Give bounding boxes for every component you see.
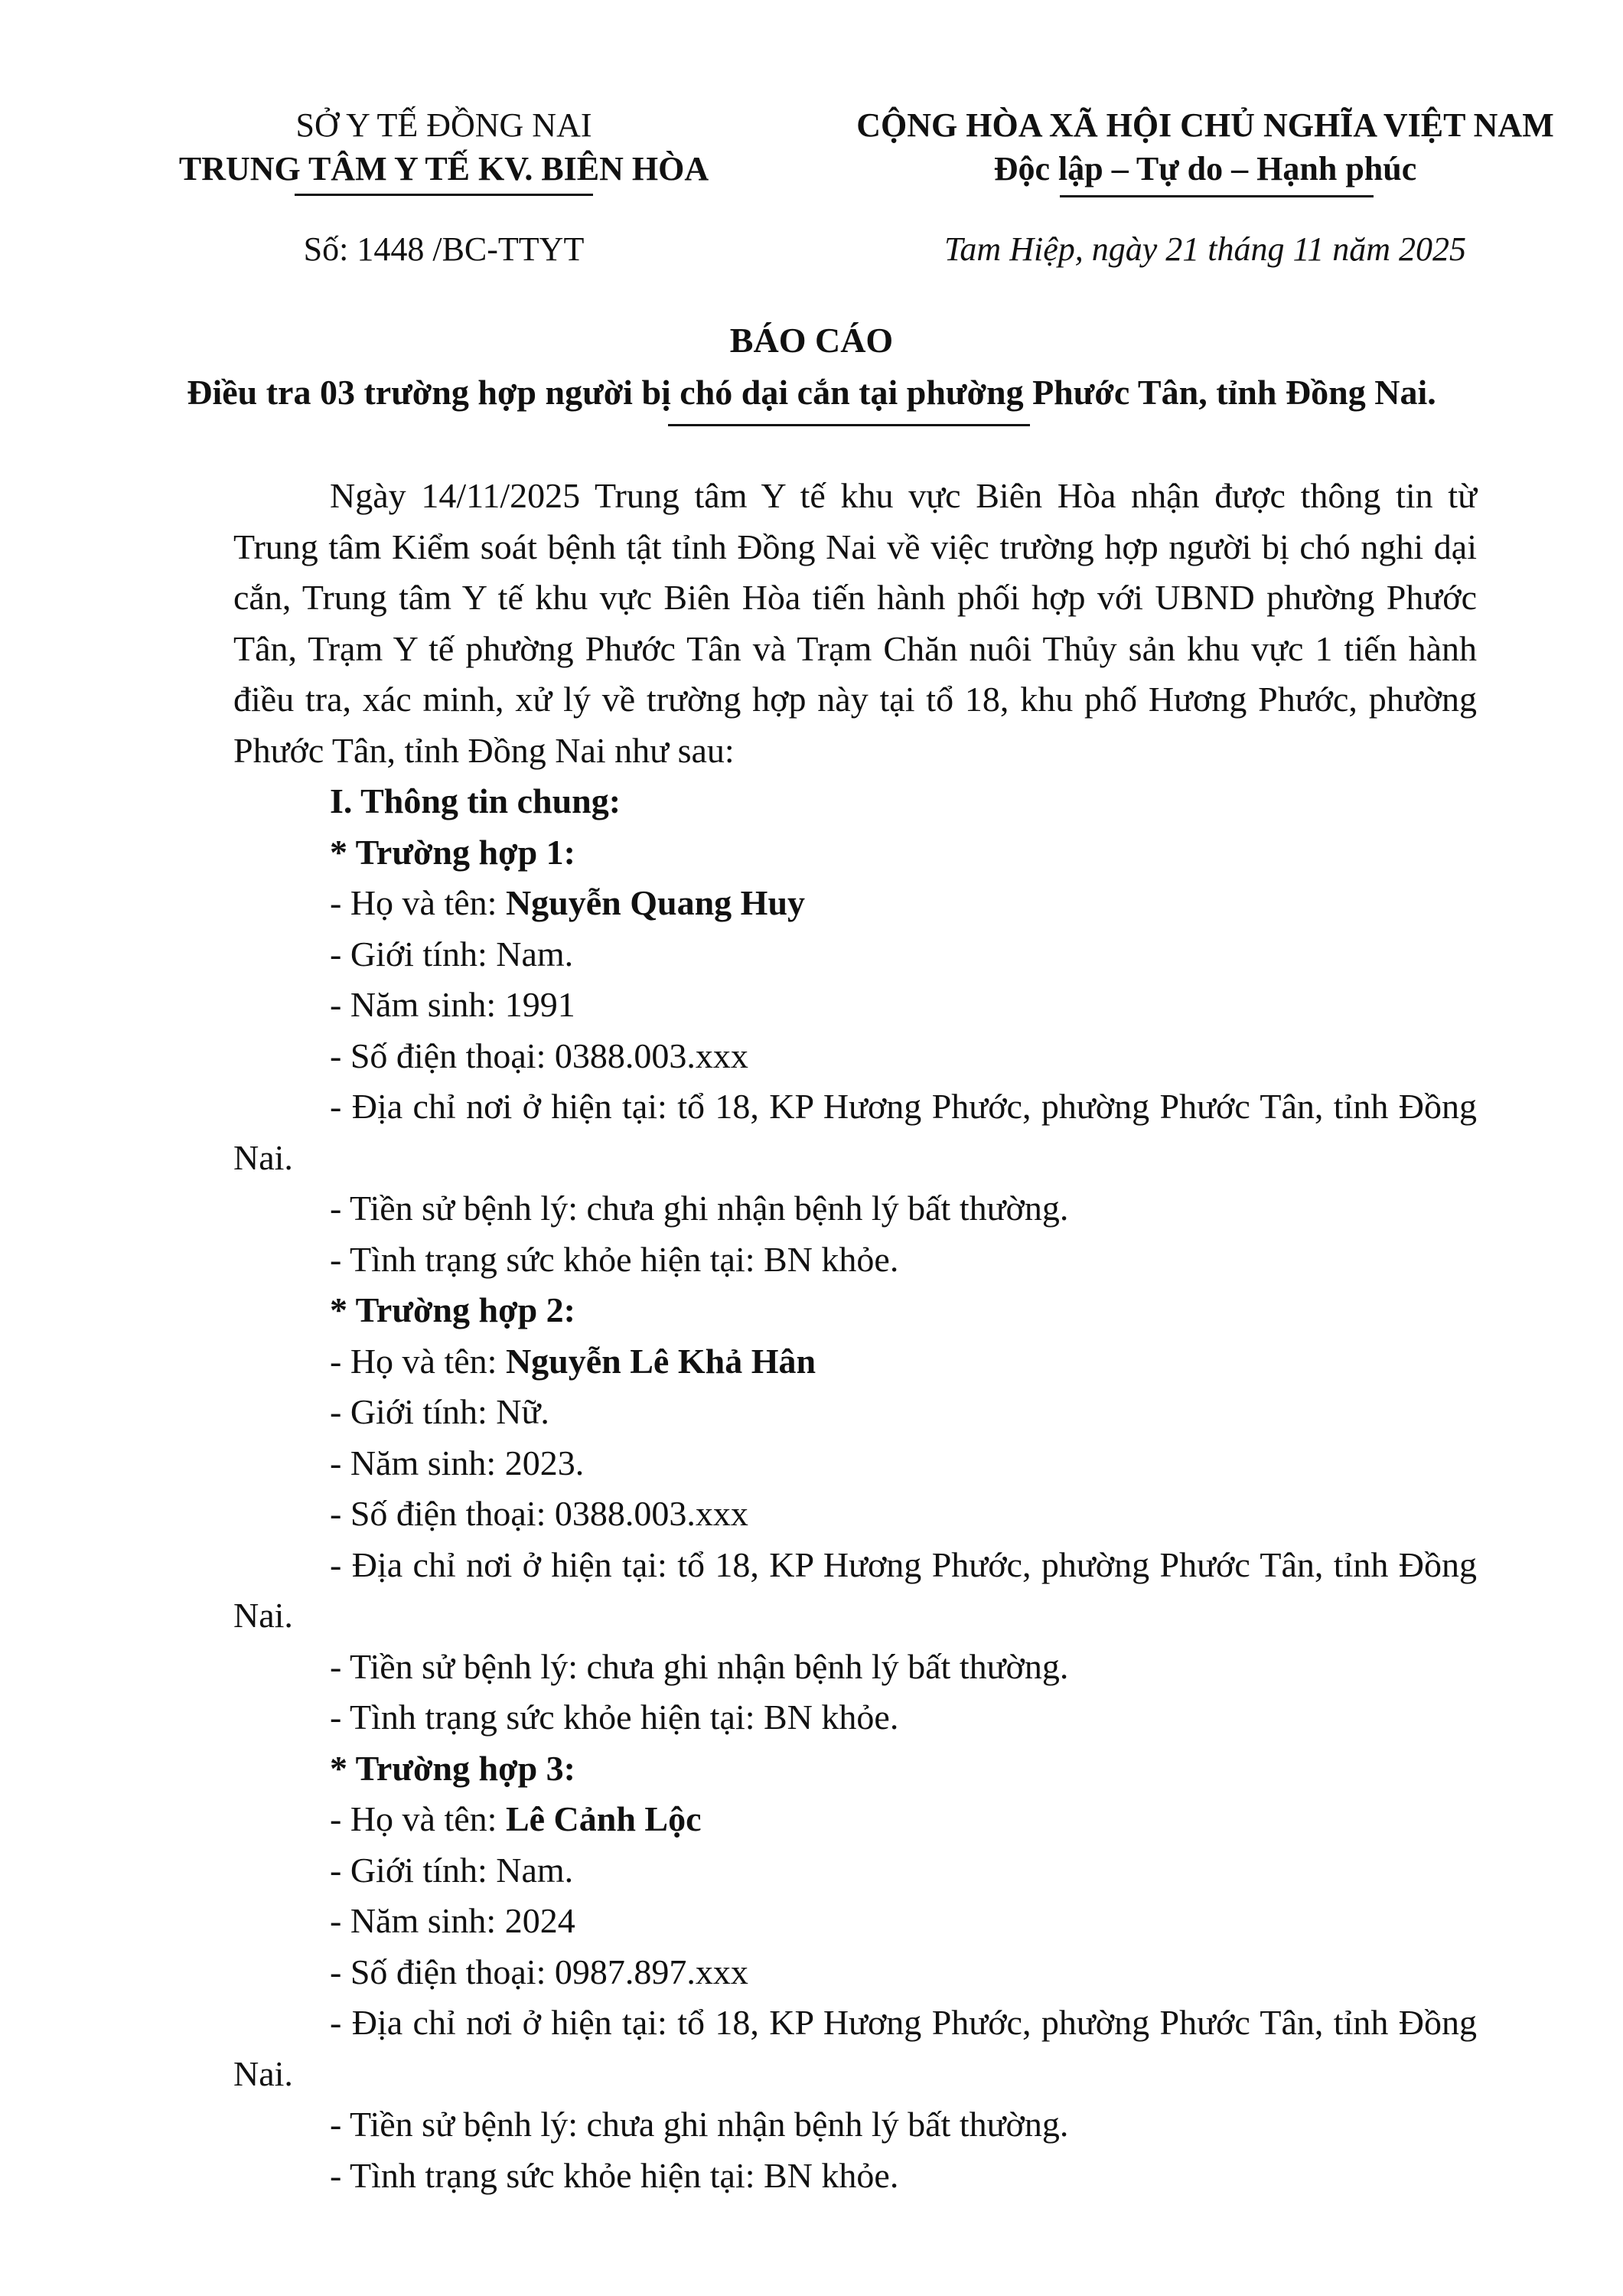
case-title: * Trường hợp 3: (330, 1748, 575, 1788)
national-motto: Độc lập – Tự do – Hạnh phúc (993, 150, 1417, 188)
motto-underline (1060, 195, 1374, 197)
unit-underline (295, 194, 593, 196)
patient-name: Nguyễn Lê Khả Hân (505, 1341, 816, 1381)
case-address: - Địa chỉ nơi ở hiện tại: tổ 18, KP Hương Phước, phường Phước Tân, tỉnh Đồng Nai. (233, 1087, 1477, 1177)
name-label: - Họ và tên: (330, 1341, 506, 1381)
report-subject: Điều tra 03 trường hợp người bị chó dại cắn tại phường Phước Tân, tỉnh Đồng Nai. (187, 373, 1436, 412)
case-birth-year: - Năm sinh: 1991 (330, 985, 575, 1024)
place-and-date: Tam Hiệp, ngày 21 tháng 11 năm 2025 (944, 230, 1466, 268)
unit-name: TRUNG TÂM Y TẾ KV. BIÊN HÒA (178, 150, 709, 188)
case-health: - Tình trạng sức khỏe hiện tại: BN khỏe. (330, 1239, 899, 1279)
case-phone: - Số điện thoại: 0388.003.xxx (330, 1035, 748, 1075)
section-heading: I. Thông tin chung: (330, 781, 621, 820)
document-number: Số: 1448 /BC-TTYT (303, 230, 585, 268)
case-name-line (233, 878, 1477, 929)
report-body (233, 471, 1477, 2201)
case-address: - Địa chỉ nơi ở hiện tại: tổ 18, KP Hương Phước, phường Phước Tân, tỉnh Đồng Nai. (233, 2003, 1477, 2093)
case-history: - Tiền sử bệnh lý: chưa ghi nhận bệnh lý bất thường. (330, 2105, 1069, 2144)
case-history: - Tiền sử bệnh lý: chưa ghi nhận bệnh lý bất thường. (330, 1646, 1069, 1686)
case-block (233, 1285, 1477, 1743)
case-history: - Tiền sử bệnh lý: chưa ghi nhận bệnh lý bất thường. (330, 1189, 1069, 1228)
case-phone: - Số điện thoại: 0388.003.xxx (330, 1494, 748, 1533)
case-phone: - Số điện thoại: 0987.897.xxx (330, 1952, 748, 1991)
case-birth-year: - Năm sinh: 2023. (330, 1443, 585, 1482)
case-gender: - Giới tính: Nam. (330, 934, 574, 974)
intro-paragraph: Ngày 14/11/2025 Trung tâm Y tế khu vực Biên Hòa nhận được thông tin từ Trung tâm Kiểm soát bệnh tật tỉnh Đồng Nai về việc trường hợp người bị chó nghi dại cắn, Trung tâm Y tế khu vực Biên Hòa tiến hành phối hợp với UBND phường Phước Tân, Trạm Y tế phường Phước Tân và Trạm Chăn nuôi Thủy sản khu vực 1 tiến hành điều tra, xác minh, xử lý về trường hợp này tại tổ 18, khu phố Hương Phước, phường Phước Tân, tỉnh Đồng Nai như sau: (233, 476, 1477, 770)
case-health: - Tình trạng sức khỏe hiện tại: BN khỏe. (330, 2155, 899, 2195)
case-name-line (233, 1336, 1477, 1388)
nation-title: CỘNG HÒA XÃ HỘI CHỦ NGHĨA VIỆT NAM (856, 106, 1554, 144)
case-gender: - Giới tính: Nam. (330, 1850, 574, 1890)
name-label: - Họ và tên: (330, 883, 506, 922)
subject-underline (668, 424, 1030, 426)
case-title: * Trường hợp 1: (330, 832, 575, 872)
patient-name: Nguyễn Quang Huy (505, 883, 806, 922)
case-block (233, 827, 1477, 1286)
case-block (233, 1743, 1477, 2202)
case-name-line (233, 1794, 1477, 1845)
case-gender: - Giới tính: Nữ. (330, 1392, 549, 1431)
patient-name: Lê Cảnh Lộc (505, 1799, 702, 1838)
case-health: - Tình trạng sức khỏe hiện tại: BN khỏe. (330, 1698, 899, 1737)
name-label: - Họ và tên: (330, 1799, 506, 1838)
case-birth-year: - Năm sinh: 2024 (330, 1901, 575, 1940)
agency-name: SỞ Y TẾ ĐỒNG NAI (295, 106, 592, 144)
report-heading: BÁO CÁO (729, 321, 894, 360)
case-address: - Địa chỉ nơi ở hiện tại: tổ 18, KP Hương Phước, phường Phước Tân, tỉnh Đồng Nai. (233, 1544, 1477, 1635)
case-title: * Trường hợp 2: (330, 1290, 575, 1329)
